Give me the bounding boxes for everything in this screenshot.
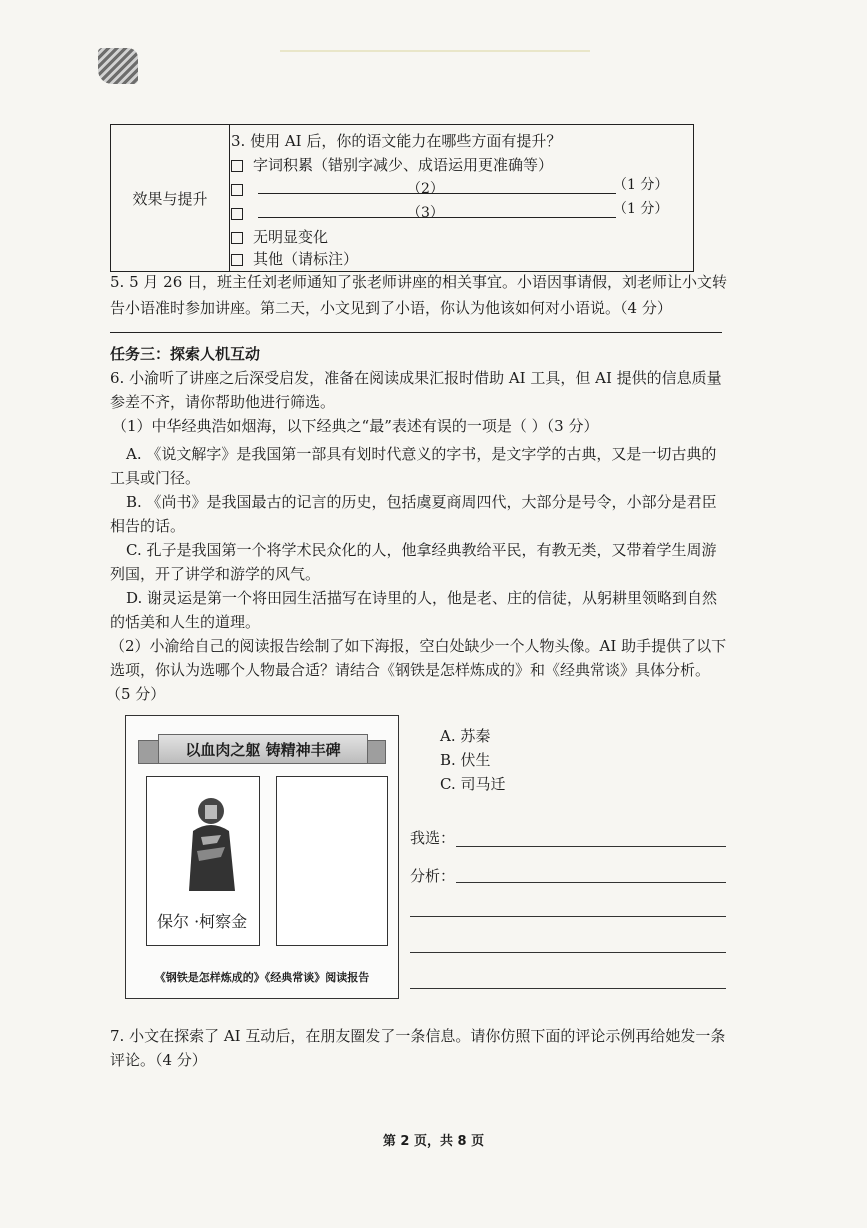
blank-2-label: （2） bbox=[407, 181, 444, 197]
option-other[interactable]: 其他（请标注） bbox=[231, 247, 358, 271]
option-vocabulary[interactable]: 字词积累（错别字减少、成语运用更准确等） bbox=[231, 153, 553, 177]
pick-answer-line[interactable] bbox=[456, 846, 726, 847]
corner-scan-mark bbox=[98, 48, 138, 84]
portrait-frame bbox=[146, 776, 260, 946]
option-a-line2: 工具或门径。 bbox=[110, 469, 201, 487]
q6-line1: 6. 小渝听了讲座之后深受启发，准备在阅读成果汇报时借助 AI 工具，但 AI 提供的信息质量 bbox=[110, 369, 722, 387]
checkbox-5[interactable] bbox=[231, 254, 243, 266]
option-d-line2: 的恬美和人生的道理。 bbox=[110, 613, 261, 631]
analysis-line-3[interactable] bbox=[410, 952, 726, 953]
analysis-line-4[interactable] bbox=[410, 988, 726, 989]
empty-portrait-frame[interactable] bbox=[276, 776, 388, 946]
choice-b: B. 伏生 bbox=[440, 751, 491, 769]
option-b-line1: B. 《尚书》是我国最古的记言的历史，包括虞夏商周四代，大部分是号令，小部分是君臣 bbox=[126, 493, 717, 511]
portrait-caption: 保尔 ·柯察金 bbox=[157, 912, 248, 931]
page-footer: 第 2 页，共 8 页 bbox=[382, 1134, 485, 1149]
choice-a: A. 苏秦 bbox=[440, 727, 491, 745]
analysis-line-2[interactable] bbox=[410, 916, 726, 917]
option-no-change[interactable]: 无明显变化 bbox=[231, 225, 328, 249]
table-question: 3. 使用 AI 后，你的语文能力在哪些方面有提升？ bbox=[231, 132, 562, 150]
analysis-line-1[interactable] bbox=[456, 882, 726, 883]
option-blank-3[interactable] bbox=[231, 201, 691, 225]
q7-line1: 7. 小文在探索了 AI 互动后，在朋友圈发了一条信息。请你仿照下面的评论示例再给她发一条 bbox=[110, 1027, 726, 1045]
score-3: （1 分） bbox=[613, 201, 669, 217]
option-a-line1: A. 《说文解字》是我国第一部具有划时代意义的字书，是文字学的古典，又是一切古典的 bbox=[126, 445, 717, 463]
task3-title: 任务三：探索人机互动 bbox=[110, 345, 261, 363]
score-2: （1 分） bbox=[613, 177, 669, 193]
reading-report-poster bbox=[125, 715, 399, 999]
q6-sub2-line3: （5 分） bbox=[106, 685, 166, 703]
banner-text: 以血肉之躯 铸精神丰碑 bbox=[158, 734, 368, 764]
table-label: 效果与提升 bbox=[132, 189, 208, 208]
checkbox-3[interactable] bbox=[231, 208, 243, 220]
checkbox-1[interactable] bbox=[231, 160, 243, 172]
q6-sub2-line2: 选项，你认为选哪个人物最合适？请结合《钢铁是怎样炼成的》和《经典常谈》具体分析。 bbox=[110, 661, 711, 679]
poster-footer: 《钢铁是怎样炼成的》《经典常谈》阅读报告 bbox=[154, 971, 370, 984]
pavel-portrait-image bbox=[181, 791, 241, 891]
option-b-line2: 相告的话。 bbox=[110, 517, 186, 535]
q5-answer-line[interactable] bbox=[110, 332, 722, 333]
q5-line1: 5. 5 月 26 日，班主任刘老师通知了张老师讲座的相关事宜。小语因事请假，刘老师让小文转 bbox=[110, 273, 728, 291]
choice-c: C. 司马迁 bbox=[440, 775, 506, 793]
analysis-label: 分析： bbox=[410, 867, 456, 885]
pick-label: 我选： bbox=[410, 829, 456, 847]
effect-table bbox=[110, 124, 694, 272]
q5-line2: 告小语准时参加讲座。第二天，小文见到了小语，你认为他该如何对小语说。（4 分） bbox=[110, 299, 672, 317]
option-c-line2: 列国，开了讲学和游学的风气。 bbox=[110, 565, 321, 583]
poster-banner bbox=[138, 728, 386, 768]
q6-sub2-line1: （2）小渝给自己的阅读报告绘制了如下海报，空白处缺少一个人物头像。AI 助手提供了以下 bbox=[110, 637, 727, 655]
checkbox-4[interactable] bbox=[231, 232, 243, 244]
q6-sub1: （1）中华经典浩如烟海，以下经典之“最”表述有误的一项是（ ）（3 分） bbox=[112, 417, 599, 435]
scan-artifact bbox=[280, 50, 590, 52]
checkbox-2[interactable] bbox=[231, 184, 243, 196]
q7-line2: 评论。（4 分） bbox=[110, 1051, 207, 1069]
q6-line2: 参差不齐，请你帮助他进行筛选。 bbox=[110, 393, 336, 411]
table-label-cell bbox=[111, 125, 230, 271]
blank-3-label: （3） bbox=[407, 205, 444, 221]
option-d-line1: D. 谢灵运是第一个将田园生活描写在诗里的人，他是老、庄的信徒，从躬耕里领略到自然 bbox=[126, 589, 718, 607]
option-c-line1: C. 孔子是我国第一个将学术民众化的人，他拿经典教给平民，有教无类，又带着学生周游 bbox=[126, 541, 717, 559]
